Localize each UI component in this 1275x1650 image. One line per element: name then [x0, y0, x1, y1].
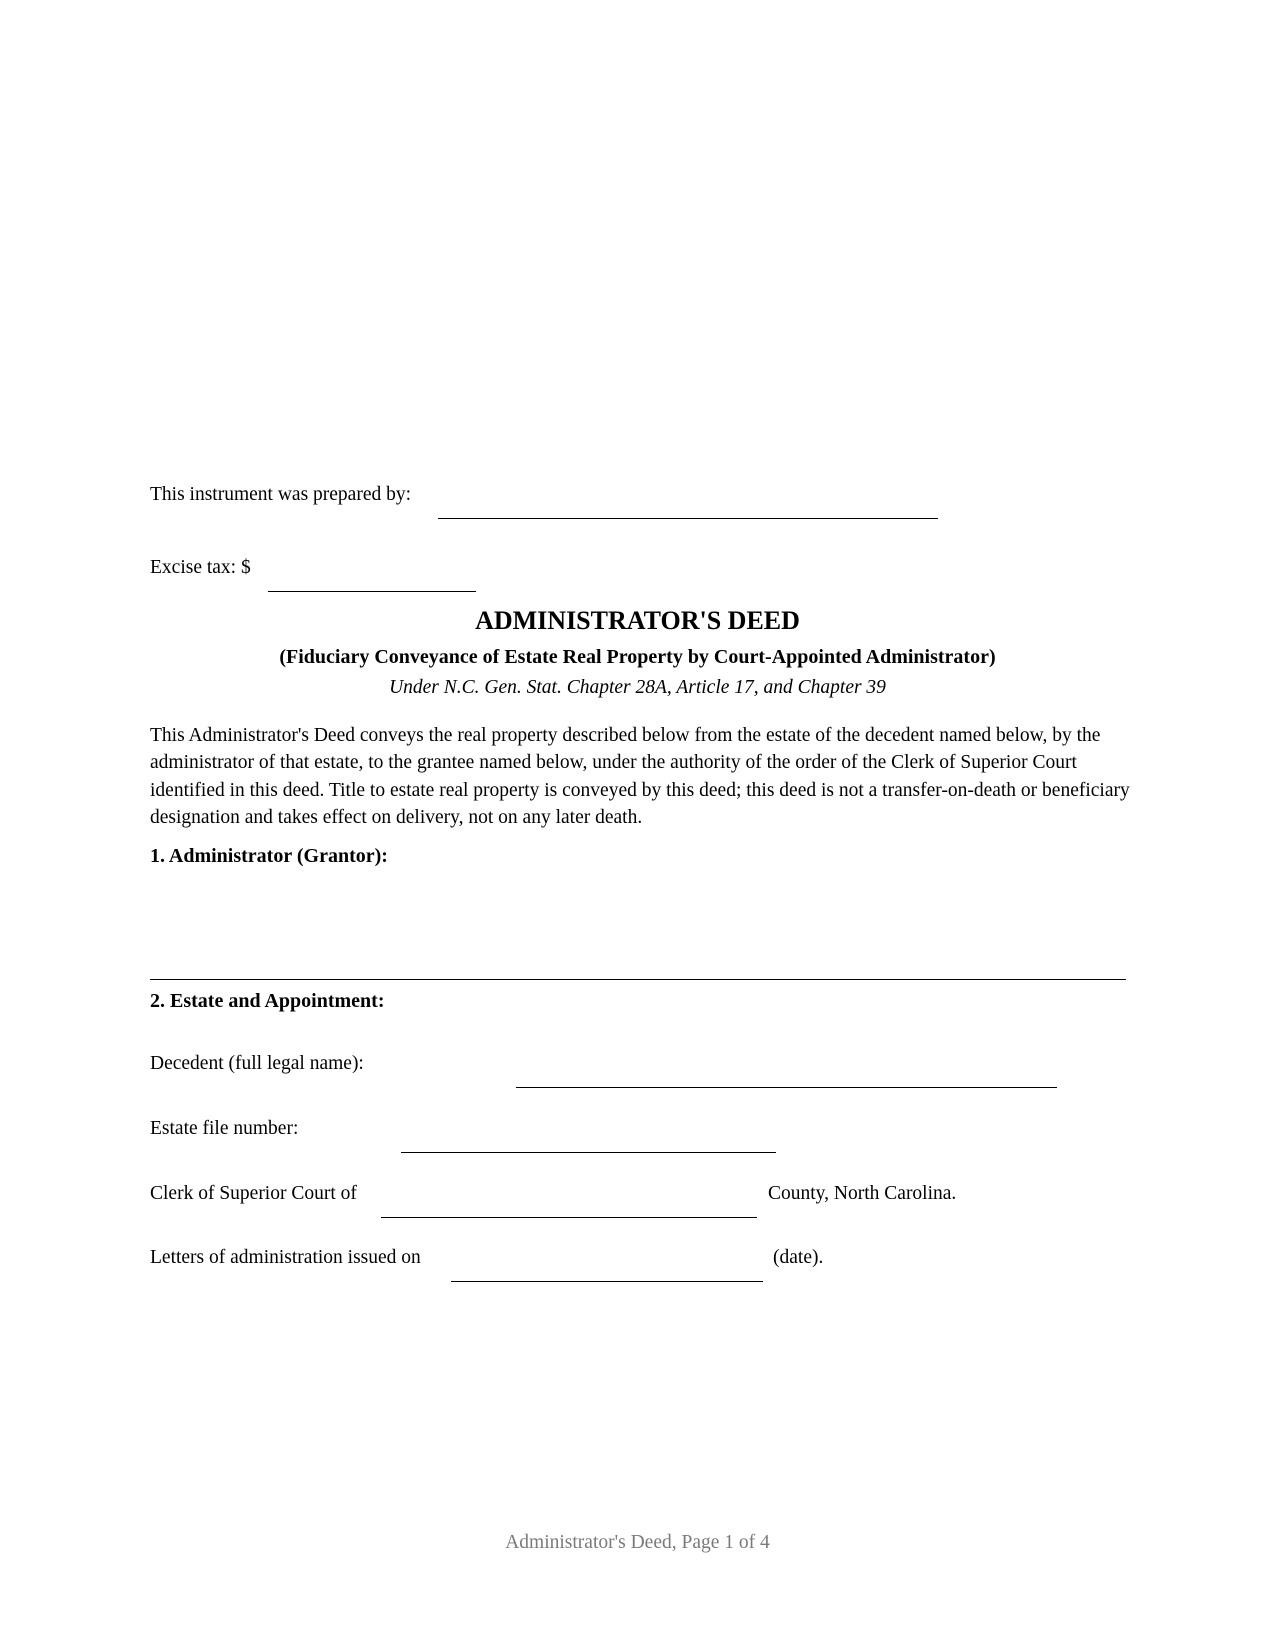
page-footer: Administrator's Deed, Page 1 of 4	[505, 1532, 770, 1553]
clerk-county-label: Clerk of Superior Court of	[150, 1183, 357, 1204]
document-title: ADMINISTRATOR'S DEED	[475, 606, 800, 635]
decedent-line	[516, 1087, 1057, 1088]
section-1-heading: 1. Administrator (Grantor):	[150, 845, 388, 867]
section-2-heading: 2. Estate and Appointment:	[150, 990, 385, 1012]
letters-issued-suffix: (date).	[773, 1247, 824, 1268]
prepared-by-label: This instrument was prepared by:	[150, 484, 412, 505]
letters-issued-date-field[interactable]	[451, 1247, 763, 1269]
excise-tax-field[interactable]	[268, 557, 476, 579]
administrator-line	[150, 979, 1126, 980]
clerk-county-suffix: County, North Carolina.	[768, 1183, 957, 1204]
estate-file-number-line	[401, 1152, 776, 1153]
prepared-by-line	[438, 518, 938, 519]
letters-issued-date-line	[451, 1281, 763, 1282]
document-subtitle: (Fiduciary Conveyance of Estate Real Property by Court-Appointed Administrator)	[279, 646, 996, 668]
decedent-field[interactable]	[516, 1053, 1057, 1075]
statutory-authority: Under N.C. Gen. Stat. Chapter 28A, Article 17, and Chapter 39	[389, 677, 886, 698]
intro-paragraph: This Administrator's Deed conveys the real property described below from the estate of the decedent named below, by the administrator of that estate, to the grantee named below, under the authority of the order of the Clerk of Superior Court identified in this deed. Title to estate real property is conveyed by this deed; this deed is not a transfer-on-death or beneficiary designation and takes effect on delivery, not on any later death.	[150, 725, 1130, 828]
prepared-by-field[interactable]	[438, 484, 938, 506]
administrator-field[interactable]	[150, 945, 1125, 967]
estate-file-number-label: Estate file number:	[150, 1118, 299, 1139]
excise-tax-label: Excise tax: $	[150, 557, 251, 578]
decedent-label: Decedent (full legal name):	[150, 1053, 364, 1074]
clerk-county-line	[381, 1217, 757, 1218]
excise-tax-line	[268, 591, 476, 592]
estate-file-number-field[interactable]	[401, 1118, 776, 1140]
clerk-county-field[interactable]	[381, 1183, 757, 1205]
letters-issued-label: Letters of administration issued on	[150, 1247, 421, 1268]
